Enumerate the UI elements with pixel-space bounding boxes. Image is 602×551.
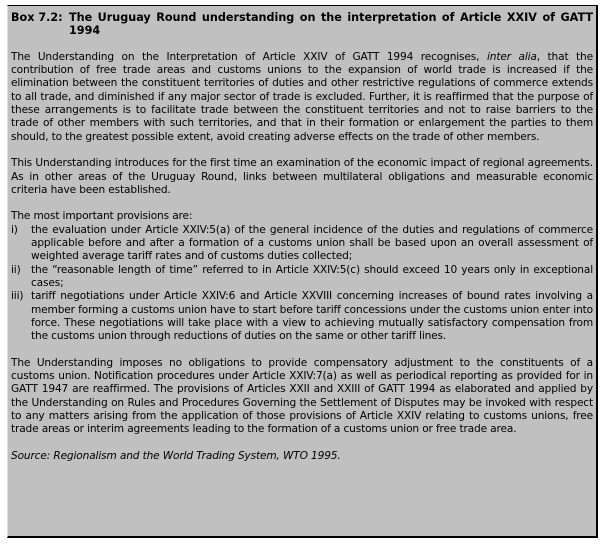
- spacer: [11, 144, 593, 157]
- paragraph-intro: [11, 51, 593, 144]
- paragraph-intro-rest: , that the contribution of free trade areas and customs unions to the expansion of world trade is increased if the elimination between the constituent territories of duties and other restrictive regulations of commerce extends to all trade, and diminished if any major sector of trade is excluded. Further, it is reaffirmed that the purpose of these arrangements is to facilitate trade between the constituent territories and not to raise barriers to the trade of other members with such territories, and that in their formation or enlargement the parties to them should, to the greatest possible extent, avoid creating adverse effects on the trade of other members.: [11, 50, 593, 143]
- paragraph-economic-impact: This Understanding introduces for the first time an examination of the economic impact of regional agreements. As in other areas of the Uruguay Round, links between multilateral obligations and measurable economic criteria have been established.: [11, 157, 593, 196]
- box-title-text: The Uruguay Round understanding on the interpretation of Article XXIV of GATT 1994: [69, 11, 593, 38]
- provision-marker: ii): [11, 263, 21, 276]
- provision-text: the “reasonable length of time” referred to in Article XXIV:5(c) should exceed 10 years only in exceptional cases;: [31, 263, 593, 289]
- provision-item: [11, 264, 593, 291]
- provisions-intro: The most important provisions are:: [11, 210, 193, 223]
- provisions-list: [11, 224, 593, 344]
- source-citation: Source: Regionalism and the World Trading System, WTO 1995.: [11, 449, 341, 462]
- paragraph-intro-italic: inter alia: [486, 50, 537, 63]
- spacer: [11, 197, 593, 210]
- spacer: [11, 437, 593, 450]
- provision-marker: i): [11, 223, 18, 236]
- text-box: [7, 5, 598, 538]
- spacer: [11, 343, 593, 356]
- provision-marker: iii): [11, 290, 24, 303]
- paragraph-intro-start: The Understanding on the Interpretation of Article XXIV of GATT 1994 recognises,: [11, 50, 487, 63]
- spacer: [11, 38, 593, 51]
- provision-text: the evaluation under Article XXIV:5(a) of the general incidence of the duties and regulations of commerce applicable before and after a formation of a customs union shall be based upon an overall assessment of weighted average tariff rates and of customs duties collected;: [31, 223, 593, 263]
- provision-item: [11, 290, 593, 343]
- box-number: Box 7.2:: [11, 11, 63, 24]
- provision-item: [11, 224, 593, 264]
- provision-text: tariff negotiations under Article XXIV:6 and Article XXVIII concerning increases of bound rates involving a member forming a customs union have to start before tariff concessions under the customs union enter into force. These negotiations will take place with a view to achieving mutually satisfactory compensation from the customs union through reductions of duties on the same or other tariff lines.: [31, 290, 593, 343]
- paragraph-obligations: The Understanding imposes no obligations to provide compensatory adjustment to the constituents of a customs union. Notification procedures under Article XXIV:7(a) as well as periodical reporting as provided for in GATT 1947 are reaffirmed. The provisions of Articles XXII and XXIII of GATT 1994 as elaborated and applied by the Understanding on Rules and Procedures Governing the Settlement of Disputes may be invoked with respect to any matters arising from the application of those provisions of Article XXIV relating to customs unions, free trade areas or interim agreements leading to the formation of a customs union or free trade area.: [11, 356, 593, 436]
- box-title: [11, 11, 593, 38]
